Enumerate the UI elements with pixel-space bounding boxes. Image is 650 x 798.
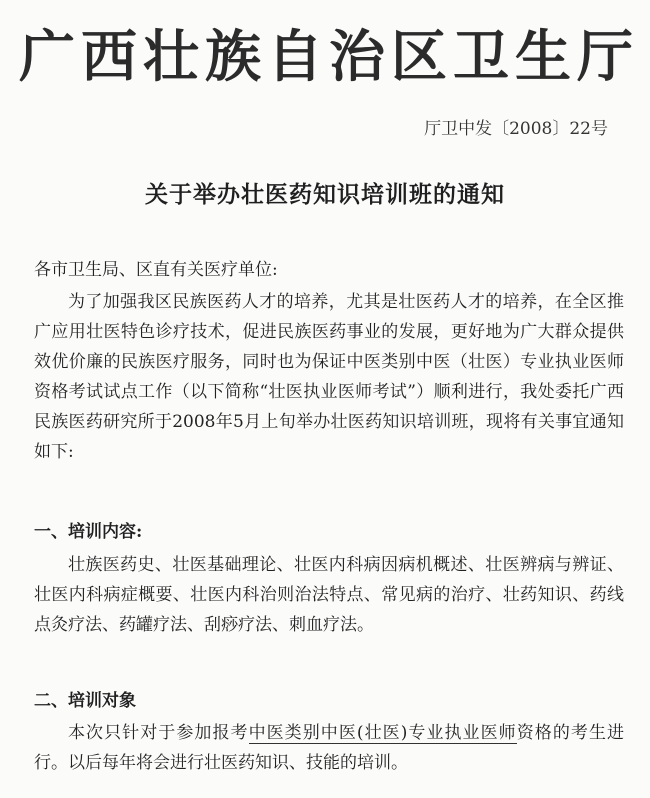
section-heading-content: 一、培训内容: — [34, 522, 143, 542]
section-heading-audience: 二、培训对象 — [34, 691, 136, 711]
section-content-paragraph — [34, 550, 624, 640]
document-number: 厅卫中发〔2008〕22号 — [424, 119, 608, 139]
audience-underlined-qualification: 中医类别中医(壮医)专业执业医师 — [248, 723, 517, 743]
document-title: 关于举办壮医药知识培训班的通知 — [145, 181, 505, 208]
recipient-line: 各市卫生局、区直有关医疗单位: — [34, 260, 278, 280]
intro-text: 为了加强我区民族医药人才的培养，尤其是壮医药人才的培养，在全区推广应用壮医特色诊疗技术，促进民族医药事业的发展，更好地为广大群众提供效优价廉的民族医疗服务，同时也为保证中医类别中医（壮医）专业执业医师资格考试试点工作（以下简称“壮医执业医师考试”）顺利进行，我处委托广西民族医药研究所于2008年5月上旬举办壮医药知识培训班，现将有关事宜通知如下: — [34, 292, 624, 462]
letterhead — [19, 14, 639, 92]
section-content-text: 壮族医药史、壮医基础理论、壮医内科病因病机概述、壮医辨病与辨证、壮医内科病症概要、壮医内科治则治法特点、常见病的治疗、壮药知识、药线点灸疗法、药罐疗法、刮痧疗法、刺血疗法。 — [34, 555, 624, 635]
letterhead-title: 广西壮族自治区卫生厅 — [19, 25, 639, 90]
section-audience-text — [34, 718, 624, 778]
section-audience-paragraph — [34, 718, 624, 778]
audience-suffix: 资格的考生进行。以后每年将会进行壮医药知识、技能的培训。 — [34, 723, 625, 773]
audience-prefix: 本次只针对于参加报考 — [68, 723, 249, 743]
intro-paragraph — [34, 287, 624, 467]
